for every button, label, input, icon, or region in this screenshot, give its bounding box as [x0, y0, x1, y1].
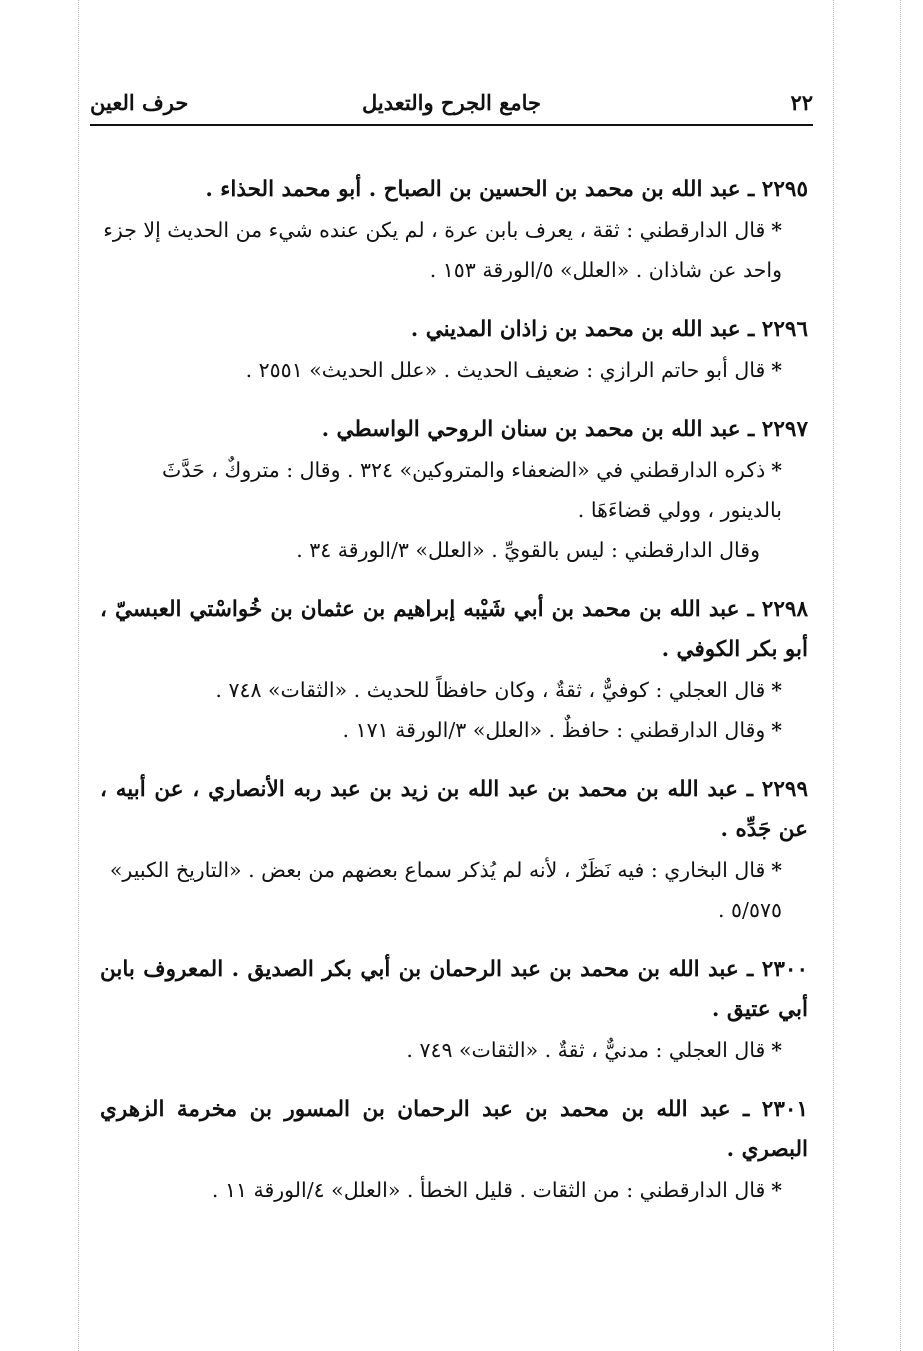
entry-heading: ٢٢٩٨ ـ عبد الله بن محمد بن أبي شَيْبه إبراهيم بن عثمان بن خُواسْتي العبسيّ ، أبو بكر الكوفي . — [100, 597, 808, 662]
note-text: ذكره الدارقطني في «الضعفاء والمتروكين» ٣٢٤ . وقال : متروكٌ ، حَدَّثَ بالدينور ، وولي قضاءَهَا . — [162, 458, 782, 522]
page-body — [100, 170, 808, 1230]
scan-guide-line — [78, 0, 79, 1351]
scan-guide-line — [900, 0, 901, 1351]
note-text: وقال الدارقطني : حافظٌ . «العلل» ٣/الورقة ١٧١ . — [342, 718, 766, 742]
star-marker: * — [771, 1038, 782, 1062]
entry-note — [100, 350, 808, 390]
entry-2296 — [100, 310, 808, 390]
entry-heading: ٢٢٩٧ ـ عبد الله بن محمد بن سنان الروحي الواسطي . — [321, 417, 808, 442]
note-text: قال البخاري : فيه نَظَرٌ ، لأنه لم يُذكر سماع بعضهم من بعض . «التاريخ الكبير» ٥/٥٧٥ . — [109, 858, 782, 922]
star-marker: * — [771, 358, 782, 382]
page-number: ٢٢ — [790, 90, 813, 115]
entry-2301 — [100, 1090, 808, 1210]
entry-note — [100, 450, 808, 530]
running-header — [90, 84, 813, 126]
note-text: قال الدارقطني : ثقة ، يعرف بابن عرة ، لم يكن عنده شيء من الحديث إلا جزء واحد عن شاذان . «العلل» ٥/الورقة ١٥٣ . — [103, 218, 782, 282]
star-marker: * — [771, 718, 782, 742]
note-text: قال العجلي : مدنيٌّ ، ثقةٌ . «الثقات» ٧٤٩ . — [406, 1038, 766, 1062]
entry-2300 — [100, 950, 808, 1070]
star-marker: * — [771, 218, 782, 242]
scan-guide-line — [833, 0, 834, 1351]
note-text: قال أبو حاتم الرازي : ضعيف الحديث . «علل الحديث» ٢٥٥١ . — [245, 358, 766, 382]
note-text: قال العجلي : كوفيٌّ ، ثقةٌ ، وكان حافظاً للحديث . «الثقات» ٧٤٨ . — [215, 678, 766, 702]
entry-heading: ٢٢٩٦ ـ عبد الله بن محمد بن زاذان المديني . — [410, 317, 808, 342]
star-marker: * — [771, 858, 782, 882]
entry-2298 — [100, 590, 808, 750]
note-text: قال الدارقطني : من الثقات . قليل الخطأ . «العلل» ٤/الورقة ١١ . — [211, 1178, 766, 1202]
note-text: وقال الدارقطني : ليس بالقويِّ . «العلل» ٣/الورقة ٣٤ . — [296, 538, 760, 562]
entry-heading: ٢٢٩٩ ـ عبد الله بن محمد بن عبد الله بن زيد بن عبد ربه الأنصاري ، عن أبيه ، عن جَدِّه . — [100, 777, 808, 842]
entry-note — [100, 1170, 808, 1210]
star-marker: * — [771, 678, 782, 702]
entry-2297 — [100, 410, 808, 570]
entry-note — [100, 1030, 808, 1070]
star-marker: * — [771, 458, 782, 482]
entry-note — [100, 710, 808, 750]
entry-note — [100, 850, 808, 930]
entry-2299 — [100, 770, 808, 930]
entry-note — [100, 530, 808, 570]
entry-heading: ٢٣٠٠ ـ عبد الله بن محمد بن عبد الرحمان بن أبي بكر الصديق . المعروف بابن أبي عتيق . — [100, 957, 808, 1022]
entry-2295 — [100, 170, 808, 290]
star-marker: * — [771, 1178, 782, 1202]
section-title: حرف العين — [90, 90, 189, 115]
entry-note — [100, 670, 808, 710]
book-title: جامع الجرح والتعديل — [362, 90, 541, 115]
entry-note — [100, 210, 808, 290]
entry-heading: ٢٢٩٥ ـ عبد الله بن محمد بن الحسين بن الصباح . أبو محمد الحذاء . — [205, 177, 808, 202]
entry-heading: ٢٣٠١ ـ عبد الله بن محمد بن عبد الرحمان بن المسور بن مخرمة الزهري البصري . — [100, 1097, 808, 1162]
